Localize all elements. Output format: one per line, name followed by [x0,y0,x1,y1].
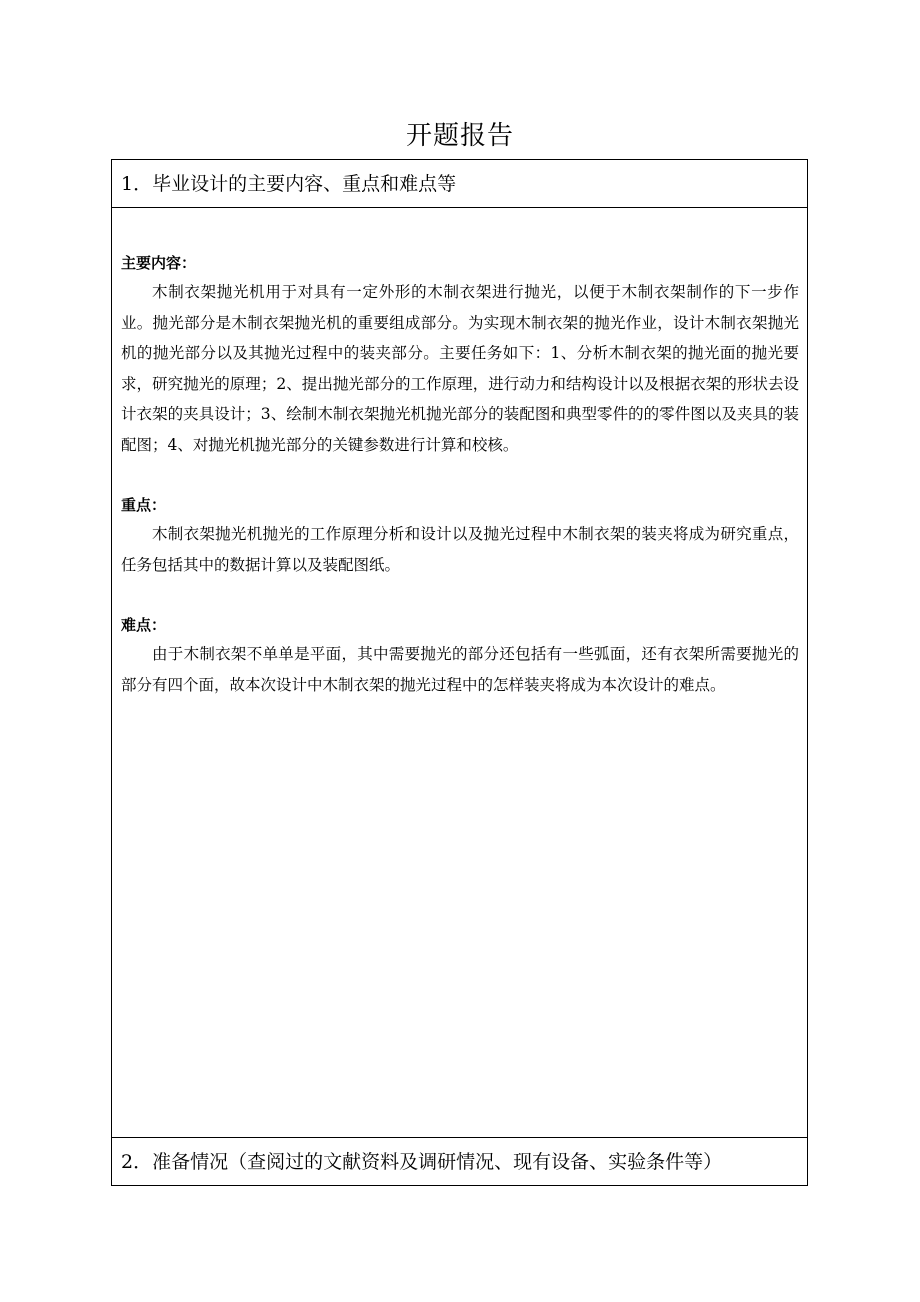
difficulties-section [121,611,799,700]
main-content-heading: 主要内容： [121,254,197,272]
main-content-section [121,249,799,460]
key-points-section [121,491,799,580]
section-1-header: 1．毕业设计的主要内容、重点和难点等 [112,160,807,208]
document-title: 开题报告 [405,121,514,151]
key-points-heading: 重点： [121,496,167,514]
difficulties-heading: 难点： [121,616,167,634]
difficulties-text: 由于木制衣架不单单是平面，其中需要抛光的部分还包括有一些弧面，还有衣架所需要抛光的部分有四个面，故本次设计中木制衣架的抛光过程中的怎样装夹将成为本次设计的难点。 [121,645,799,694]
section-1-body [112,209,807,1137]
main-content-text: 木制衣架抛光机用于对具有一定外形的木制衣架进行抛光，以便于木制衣架制作的下一步作业。抛光部分是木制衣架抛光机的重要组成部分。为实现木制衣架的抛光作业，设计木制衣架抛光机的抛光部分以及其抛光过程中的装夹部分。主要任务如下：1、分析木制衣架的抛光面的抛光要求，研究抛光的原理；2、提出抛光部分的工作原理，进行动力和结构设计以及根据衣架的形状去设计衣架的夹具设计；3、绘制木制衣架抛光机抛光部分的装配图和典型零件的的零件图以及夹具的装配图；4、对抛光机抛光部分的关键参数进行计算和校核。 [121,283,799,454]
section-2-header: 2．准备情况（查阅过的文献资料及调研情况、现有设备、实验条件等） [112,1137,807,1186]
report-table [111,159,808,1186]
key-points-text: 木制衣架抛光机抛光的工作原理分析和设计以及抛光过程中木制衣架的装夹将成为研究重点，任务包括其中的数据计算以及装配图纸。 [121,525,799,574]
